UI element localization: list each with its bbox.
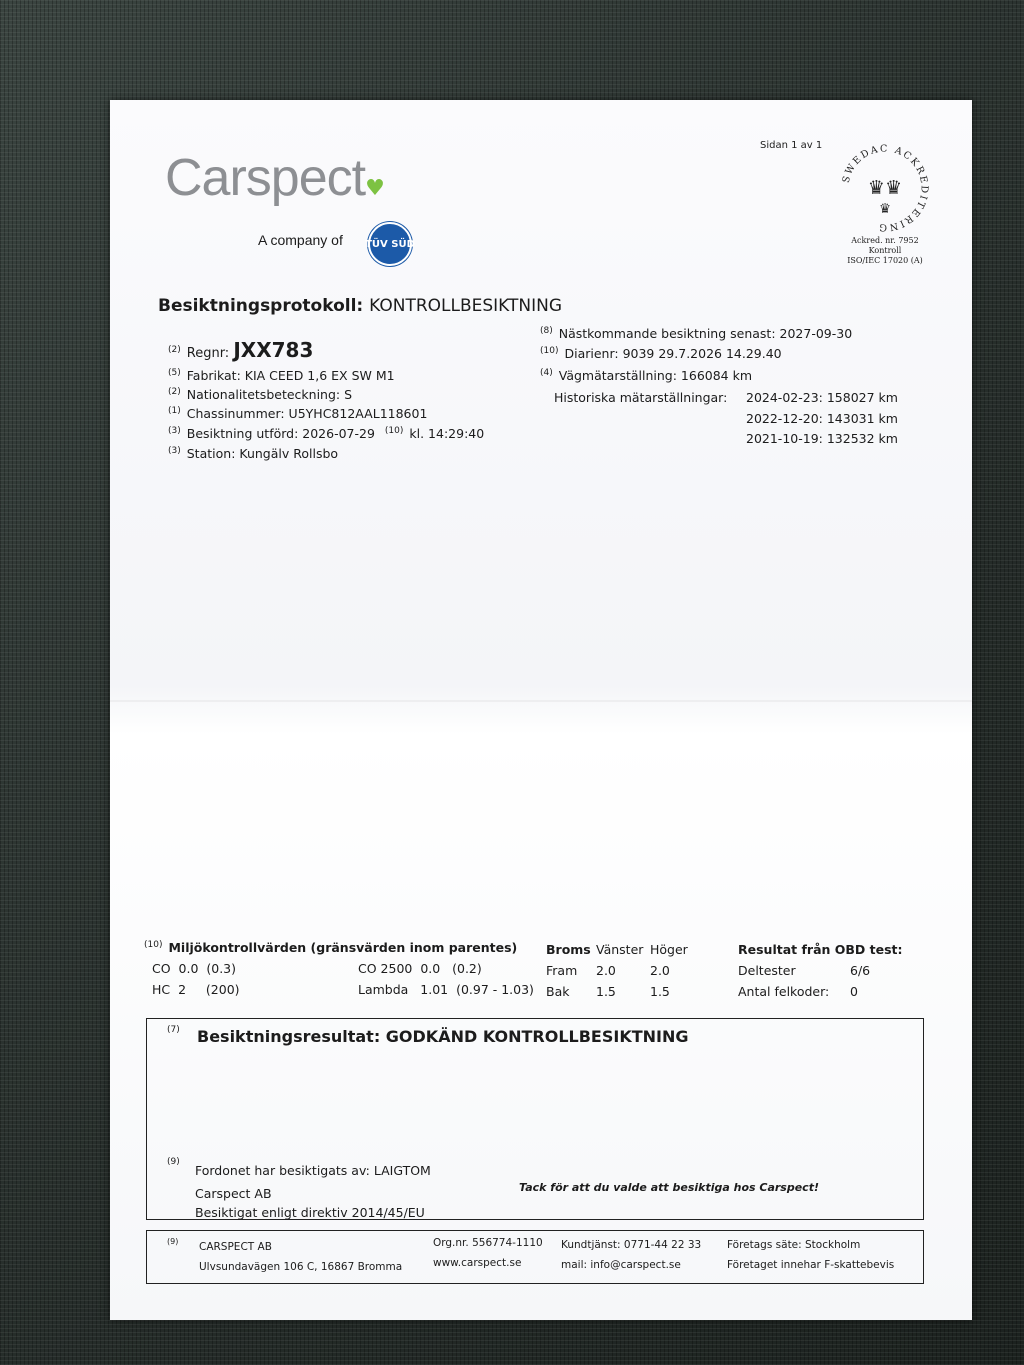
- heart-icon: ♥: [365, 176, 385, 201]
- svg-text:SWEDAC ACKREDITERING: SWEDAC ACKREDITERING: [840, 143, 930, 233]
- obd-deltester-value: 6/6: [850, 963, 871, 978]
- emission-co: CO 0.0 (0.3): [152, 961, 237, 976]
- seal-line-3: ISO/IEC 17020 (A): [847, 256, 923, 265]
- field-regnr: $^{(2)}$ Regnr: JXX783: [168, 338, 314, 362]
- result-box: [146, 1018, 924, 1220]
- obd-felkoder-label: Antal felkoder:: [738, 984, 830, 999]
- history-row: 2024-02-23: 158027 km: [746, 390, 898, 405]
- carspect-logo: [165, 148, 385, 208]
- emissions-title: $^{(10)}$ Miljökontrollvärden (gränsvärden inom parentes): [144, 940, 518, 956]
- emission-co2500: CO 2500 0.0 (0.2): [358, 961, 482, 976]
- brakes-header: Höger: [650, 942, 688, 957]
- title-label: Besiktningsprotokoll:: [158, 296, 364, 316]
- inspector-directive: Besiktigat enligt direktiv 2014/45/EU: [195, 1205, 425, 1220]
- field-nationalitet: $^{(2)}$ Nationalitetsbeteckning: S: [168, 387, 353, 403]
- brakes-header: Broms: [546, 942, 591, 957]
- inspector-ref: (9): [167, 1157, 180, 1167]
- history-row: 2021-10-19: 132532 km: [746, 431, 898, 446]
- footer-web: www.carspect.se: [433, 1257, 522, 1269]
- footer-company-name: CARSPECT AB: [199, 1241, 272, 1253]
- inspector-company: Carspect AB: [195, 1186, 272, 1201]
- page-title: [158, 296, 562, 316]
- footer-address: Ulvsundavägen 106 C, 16867 Bromma: [199, 1261, 403, 1273]
- obd-deltester-label: Deltester: [738, 963, 796, 978]
- footer-phone: Kundtjänst: 0771-44 22 33: [561, 1239, 702, 1251]
- inspection-document: [110, 100, 972, 1320]
- paper-fold: [110, 700, 972, 702]
- footer-mail: mail: info@carspect.se: [561, 1259, 681, 1271]
- brake-bak-label: Bak: [546, 984, 570, 999]
- svg-text:♛: ♛: [878, 201, 892, 217]
- brake-fram-label: Fram: [546, 963, 578, 978]
- field-station: $^{(3)}$ Station: Kungälv Rollsbo: [168, 446, 339, 462]
- obd-felkoder-value: 0: [850, 984, 858, 999]
- tuv-logo: TÜV SÜD: [368, 222, 412, 266]
- footer-orgnr: Org.nr. 556774-1110: [433, 1237, 543, 1249]
- page-number: Sidan 1 av 1: [760, 140, 823, 151]
- footer-box: [146, 1230, 924, 1284]
- thanks-text: Tack för att du valde att besiktiga hos Carspect!: [519, 1181, 819, 1194]
- field-diarienr: $^{(10)}$ Diarienr: 9039 29.7.2026 14.29.40: [540, 346, 782, 362]
- brake-fram-left: 2.0: [596, 963, 616, 978]
- result-text: Besiktningsresultat: GODKÄND KONTROLLBESIKTNING: [197, 1027, 689, 1046]
- brakes-header: Vänster: [596, 942, 644, 957]
- emission-lambda: Lambda 1.01 (0.97 - 1.03): [358, 982, 534, 997]
- brake-bak-left: 1.5: [596, 984, 616, 999]
- emission-hc: HC 2 (200): [152, 982, 240, 997]
- history-row: 2022-12-20: 143031 km: [746, 411, 898, 426]
- brake-fram-right: 2.0: [650, 963, 670, 978]
- field-chassinummer: $^{(1)}$ Chassinummer: U5YHC812AAL118601: [168, 406, 428, 422]
- footer-tax: Företaget innehar F-skattebevis: [727, 1259, 895, 1271]
- obd-title: Resultat från OBD test:: [738, 942, 903, 957]
- title-value: KONTROLLBESIKTNING: [369, 296, 563, 316]
- field-nastkommande: $^{(8)}$ Nästkommande besiktning senast: 2027-09-30: [540, 326, 853, 342]
- history-label: Historiska mätarställningar:: [554, 390, 728, 405]
- footer-seat: Företags säte: Stockholm: [727, 1239, 861, 1251]
- swedac-seal-icon: [837, 140, 933, 236]
- inspector-line: Fordonet har besiktigats av: LAIGTOM: [195, 1163, 431, 1178]
- svg-text:♛♛: ♛♛: [867, 175, 903, 199]
- seal-line-1: Ackred. nr. 7952: [851, 236, 919, 245]
- footer-ref: (9): [167, 1237, 179, 1246]
- field-vagmatare: $^{(4)}$ Vägmätarställning: 166084 km: [540, 368, 753, 384]
- field-fabrikat: $^{(5)}$ Fabrikat: KIA CEED 1,6 EX SW M1: [168, 368, 395, 384]
- logo-tagline: A company of: [258, 232, 343, 248]
- result-ref: (7): [167, 1025, 180, 1035]
- seal-line-2: Kontroll: [868, 246, 902, 255]
- regnr-value: JXX783: [233, 338, 314, 362]
- swedac-seal: [830, 140, 940, 266]
- logo-wordmark: Carspect: [165, 149, 366, 207]
- field-besiktning-utford: $^{(3)}$ Besiktning utförd: 2026-07-29 $^{(10)}$ kl. 14:29:40: [168, 426, 485, 442]
- brake-bak-right: 1.5: [650, 984, 670, 999]
